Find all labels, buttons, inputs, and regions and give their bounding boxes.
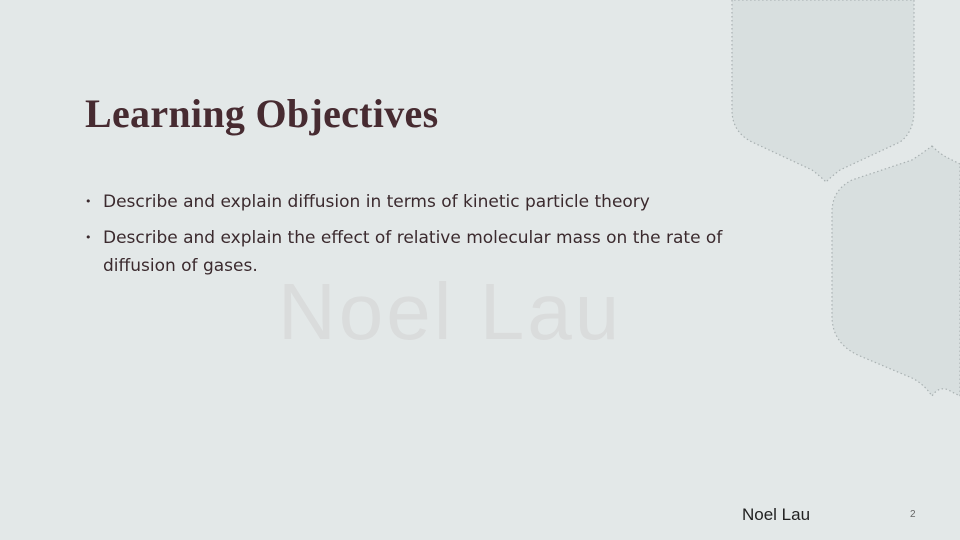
slide-title: Learning Objectives xyxy=(85,91,439,136)
page-number: 2 xyxy=(910,509,916,520)
bullet-text: Describe and explain diffusion in terms of kinetic particle theory xyxy=(103,192,650,212)
list-item xyxy=(85,224,775,280)
watermark-text: Noel Lau xyxy=(278,267,623,356)
shield-shape-bottom xyxy=(832,146,960,396)
objectives-list xyxy=(85,188,775,288)
bullet-icon: • xyxy=(85,195,92,208)
footer-author: Noel Lau xyxy=(742,505,811,524)
shield-shape-top xyxy=(732,0,914,182)
bullet-text: Describe and explain the effect of relative molecular mass on the rate of diffusion of gases. xyxy=(103,228,723,276)
bullet-icon: • xyxy=(85,231,92,244)
list-item xyxy=(85,188,775,216)
